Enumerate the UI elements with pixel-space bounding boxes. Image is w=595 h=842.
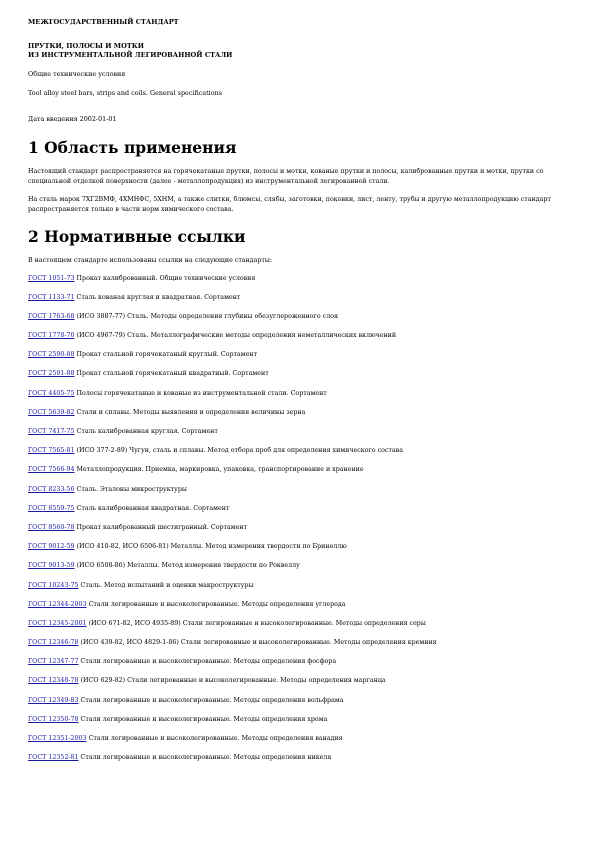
reference-link[interactable]: ГОСТ 12350-78 (28, 715, 79, 723)
reference-text: Сталь. Метод испытаний и оценки макроструктуры (80, 581, 254, 589)
reference-item (28, 676, 568, 685)
reference-link[interactable]: ГОСТ 5639-82 (28, 408, 75, 416)
subtitle-ru: Общие технические условия (28, 70, 126, 78)
reference-item (28, 485, 568, 494)
reference-item (28, 638, 568, 647)
reference-item (28, 561, 568, 570)
reference-text: Сталь калиброванная квадратная. Сортамент (76, 504, 230, 512)
section1-heading: 1 Область применения (28, 138, 237, 157)
intro-date: Дата введения 2002-01-01 (28, 115, 117, 123)
reference-item (28, 753, 568, 762)
reference-link[interactable]: ГОСТ 12345-2001 (28, 619, 87, 627)
section1-paragraph: На сталь марок 7ХГ2ВМФ, 4ХМНФС, 5ХНМ, а также слитки, блюмсы, слябы, заготовки, поковки, лист, ленту, трубы и другую металлопродукцию стандарт распространяется только в части норм химического состава. (28, 196, 551, 213)
reference-item (28, 696, 568, 705)
reference-link[interactable]: ГОСТ 12344-2003 (28, 600, 87, 608)
reference-item (28, 504, 568, 513)
reference-link[interactable]: ГОСТ 1133-71 (28, 293, 75, 301)
reference-link[interactable]: ГОСТ 9012-59 (28, 543, 75, 551)
reference-link[interactable]: ГОСТ 7417-75 (28, 428, 75, 435)
reference-text: Стали и сплавы. Методы выявления и определения величины зерна (76, 408, 306, 416)
reference-item (28, 581, 568, 590)
reference-link[interactable]: ГОСТ 12348-78 (28, 677, 79, 685)
reference-link[interactable]: ГОСТ 1763-68 (28, 312, 75, 320)
reference-link[interactable]: ГОСТ 12352-81 (28, 754, 79, 762)
reference-item (28, 389, 568, 398)
reference-link[interactable]: ГОСТ 7566-94 (28, 466, 75, 474)
reference-text: Стали легированные и высоколегированные. Методы определения углерода (88, 600, 346, 608)
document-title-line1: ПРУТКИ, ПОЛОСЫ И МОТКИ (28, 42, 144, 50)
reference-text: (ИСО 629-82) Стали легированные и высоколегированные. Методы определения марганца (80, 677, 386, 685)
reference-link[interactable]: ГОСТ 7565-81 (28, 447, 75, 455)
reference-link[interactable]: ГОСТ 8559-75 (28, 504, 75, 512)
reference-item (28, 369, 568, 378)
references-list (28, 274, 568, 763)
reference-text: (ИСО 377-2-89) Чугун, сталь и сплавы. Метод отбора проб для определения химического состава (76, 447, 403, 455)
reference-link[interactable]: ГОСТ 1778-70 (28, 332, 75, 340)
reference-item (28, 619, 568, 628)
reference-link[interactable]: ГОСТ 12351-2003 (28, 735, 87, 742)
reference-link[interactable]: ГОСТ 12347-77 (28, 658, 79, 666)
reference-item (28, 734, 568, 743)
reference-link[interactable]: ГОСТ 2591-88 (28, 370, 75, 378)
document-title-line2: ИЗ ИНСТРУМЕНТАЛЬНОЙ ЛЕГИРОВАННОЙ СТАЛИ (28, 51, 233, 59)
reference-link[interactable]: ГОСТ 1051-73 (28, 274, 75, 282)
standard-type: МЕЖГОСУДАРСТВЕННЫЙ СТАНДАРТ (28, 18, 179, 26)
reference-text: (ИСО 6508-86) Металлы. Метод измерения твердости по Роквеллу (76, 562, 300, 570)
reference-link[interactable]: ГОСТ 8233-56 (28, 485, 75, 493)
reference-item (28, 465, 568, 474)
reference-text: Стали легированные и высоколегированные. Методы определения ванадия (88, 735, 343, 742)
reference-item (28, 408, 568, 417)
reference-text: Прокат калиброванный шестигранный. Сортамент (76, 523, 248, 531)
section1-paragraph: Настоящий стандарт распространяется на горячекатаные прутки, полосы и мотки, кованые прутки и полосы, калиброванные прутки и мотки, прутки со специальной отделкой поверхности (далее - металлопродукция) из инструментальной легированной стали. (28, 168, 544, 185)
reference-item (28, 312, 568, 321)
reference-text: Стали легированные и высоколегированные. Методы определения никеля (80, 754, 332, 762)
reference-link[interactable]: ГОСТ 2590-88 (28, 351, 75, 359)
reference-text: Стали легированные и высоколегированные. Методы определения фосфора (80, 658, 337, 666)
reference-text: Металлопродукция. Приемка, маркировка, упаковка, транспортирование и хранение (76, 466, 364, 474)
reference-item (28, 600, 568, 609)
reference-item (28, 657, 568, 666)
subtitle-en: Tool alloy steel bars, strips and coils. General specifications (28, 89, 222, 97)
reference-text: (ИСО 4967-79) Сталь. Металлографические методы определения неметаллических включений (76, 332, 397, 340)
reference-text: (ИСО 439-82, ИСО 4829-1-86) Стали легированные и высоколегированные. Методы определения кремния (80, 639, 437, 647)
reference-text: Прокат стальной горячекатаный круглый. Сортамент (76, 351, 258, 359)
reference-text: Стали легированные и высоколегированные. Методы определения хрома (80, 715, 328, 723)
reference-link[interactable]: ГОСТ 10243-75 (28, 581, 79, 589)
reference-item (28, 427, 568, 436)
reference-item (28, 523, 568, 532)
reference-item (28, 331, 568, 340)
reference-link[interactable]: ГОСТ 4405-75 (28, 389, 75, 397)
document-page (28, 16, 568, 762)
reference-text: Сталь калиброванная круглая. Сортамент (76, 428, 218, 435)
reference-item (28, 293, 568, 302)
reference-text: Сталь кованая круглая и квадратная. Сортамент (76, 293, 241, 301)
section2-heading: 2 Нормативные ссылки (28, 227, 246, 246)
reference-item (28, 446, 568, 455)
reference-item (28, 274, 568, 283)
reference-text: Прокат калиброванный. Общие технические условия (76, 274, 256, 282)
reference-item (28, 542, 568, 551)
reference-text: Стали легированные и высоколегированные. Методы определения вольфрама (80, 696, 344, 704)
reference-text: (ИСО 671-82, ИСО 4935-89) Стали легированные и высоколегированные. Методы определения серы (88, 619, 426, 627)
reference-text: Прокат стальной горячекатаный квадратный. Сортамент (76, 370, 269, 378)
reference-text: Полосы горячекатаные и кованые из инструментальной стали. Сортамент (76, 389, 327, 397)
reference-link[interactable]: ГОСТ 12349-83 (28, 696, 79, 704)
reference-text: (ИСО 3887-77) Сталь. Методы определения глубины обезуглероженного слоя (76, 312, 338, 320)
reference-text: Сталь. Эталоны микроструктуры (76, 485, 187, 493)
reference-link[interactable]: ГОСТ 9013-59 (28, 562, 75, 570)
section2-intro: В настоящем стандарте использованы ссылки на следующие стандарты: (28, 257, 273, 264)
reference-text: (ИСО 410-82, ИСО 6506-81) Металлы. Метод измерения твердости по Бринеллю (76, 543, 347, 551)
reference-link[interactable]: ГОСТ 12346-78 (28, 639, 79, 647)
reference-link[interactable]: ГОСТ 8560-78 (28, 523, 75, 531)
reference-item (28, 715, 568, 724)
reference-item (28, 350, 568, 359)
